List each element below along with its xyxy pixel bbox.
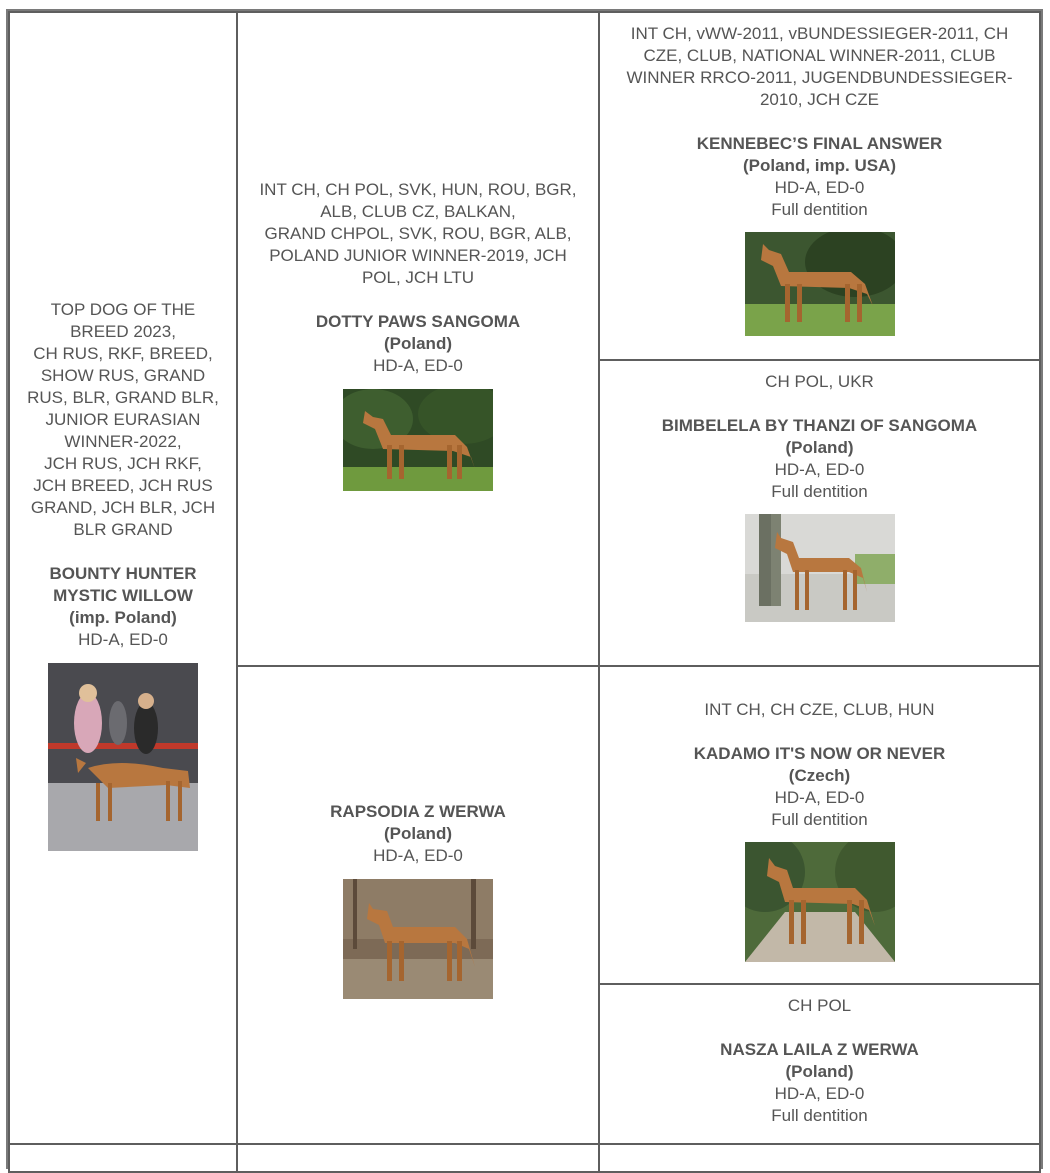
sire-titles-line: WINNER-2022, [64, 432, 182, 451]
sire-titles-line: JCH BREED, JCH RUS [33, 476, 213, 495]
sire-sire-titles-line: POL, JCH LTU [361, 268, 475, 287]
sss-titles-line: 2010, JCH CZE [759, 90, 880, 109]
sss-health: HD-A, ED-0 [774, 178, 865, 197]
sds-photo [745, 842, 895, 962]
sdd-dentition: Full dentition [771, 1106, 868, 1125]
sss-photo [745, 232, 895, 336]
ssd-name: BIMBELELA BY THANZI OF SANGOMA [661, 416, 978, 435]
sire-health: HD-A, ED-0 [78, 630, 168, 649]
sire-titles-line: TOP DOG OF THE [50, 300, 196, 319]
sss-titles-line: CZE, CLUB, NATIONAL WINNER-2011, CLUB [643, 46, 996, 65]
pedigree-cell-sire [8, 11, 238, 1145]
ssd-dentition: Full dentition [771, 482, 868, 501]
pedigree-cell-next-row [598, 1143, 1041, 1173]
sire-titles-line: JUNIOR EURASIAN [45, 410, 201, 429]
sss-titles-line: WINNER RRCO-2011, JUGENDBUNDESSIEGER- [626, 68, 1013, 87]
sss-dentition: Full dentition [771, 200, 868, 219]
sire-titles-line: SHOW RUS, GRAND [40, 366, 206, 385]
sdd-name: NASZA LAILA Z WERWA [720, 1040, 919, 1059]
ssd-health: HD-A, ED-0 [774, 460, 865, 479]
sire-sire-origin: (Poland) [384, 334, 452, 353]
sdd-origin: (Poland) [785, 1062, 854, 1081]
sds-health: HD-A, ED-0 [774, 788, 865, 807]
sire-dam-health: HD-A, ED-0 [373, 846, 463, 865]
pedigree-cell-sire-sire-sire [598, 11, 1041, 361]
sire-sire-photo [343, 389, 493, 491]
sire-name-line: BOUNTY HUNTER [49, 564, 197, 583]
sire-sire-name: DOTTY PAWS SANGOMA [315, 312, 521, 331]
sire-photo [48, 663, 198, 851]
sds-origin: (Czech) [788, 766, 851, 785]
sire-titles-line: CH RUS, RKF, BREED, [33, 344, 213, 363]
sire-dam-photo [343, 879, 493, 999]
pedigree-cell-sire-dam [236, 665, 600, 1145]
sire-name-line: MYSTIC WILLOW [53, 586, 193, 605]
ssd-origin: (Poland) [785, 438, 854, 457]
sire-origin: (imp. Poland) [69, 608, 177, 627]
ssd-photo [745, 514, 895, 622]
sss-origin: (Poland, imp. USA) [743, 156, 896, 175]
sdd-health: HD-A, ED-0 [774, 1084, 865, 1103]
sire-dam-name: RAPSODIA Z WERWA [330, 802, 506, 821]
sdd-titles-line: CH POL [787, 996, 852, 1015]
ssd-titles-line: CH POL, UKR [765, 372, 874, 391]
pedigree-cell-sire-dam-sire [598, 665, 1041, 985]
sire-sire-titles-line: GRAND CHPOL, SVK, ROU, BGR, ALB, [264, 224, 572, 243]
sire-titles-line: GRAND, JCH BLR, JCH [30, 498, 216, 517]
pedigree-cell-sire-sire-dam [598, 359, 1041, 667]
pedigree-cell-next-row [236, 1143, 600, 1173]
pedigree-cell-sire-sire [236, 11, 600, 667]
sire-sire-health: HD-A, ED-0 [373, 356, 463, 375]
sire-titles-line: RUS, BLR, GRAND BLR, [27, 388, 219, 407]
sds-titles-line: INT CH, CH CZE, CLUB, HUN [704, 700, 935, 719]
sss-titles-line: INT CH, vWW-2011, vBUNDESSIEGER-2011, CH [630, 24, 1009, 43]
sire-titles-line: BLR GRAND [73, 520, 173, 539]
pedigree-cell-next-row [8, 1143, 238, 1173]
sire-titles-line: JCH RUS, JCH RKF, [44, 454, 202, 473]
sire-sire-titles-line: INT CH, CH POL, SVK, HUN, ROU, BGR, [259, 180, 577, 199]
sds-dentition: Full dentition [771, 810, 868, 829]
sds-name: KADAMO IT'S NOW OR NEVER [693, 744, 946, 763]
sss-name: KENNEBEC’S FINAL ANSWER [696, 134, 943, 153]
sire-dam-origin: (Poland) [384, 824, 452, 843]
sire-titles-line: BREED 2023, [70, 322, 176, 341]
sire-sire-titles-line: POLAND JUNIOR WINNER-2019, JCH [269, 246, 567, 265]
pedigree-cell-sire-dam-dam [598, 983, 1041, 1145]
sire-sire-titles-line: ALB, CLUB CZ, BALKAN, [320, 202, 516, 221]
